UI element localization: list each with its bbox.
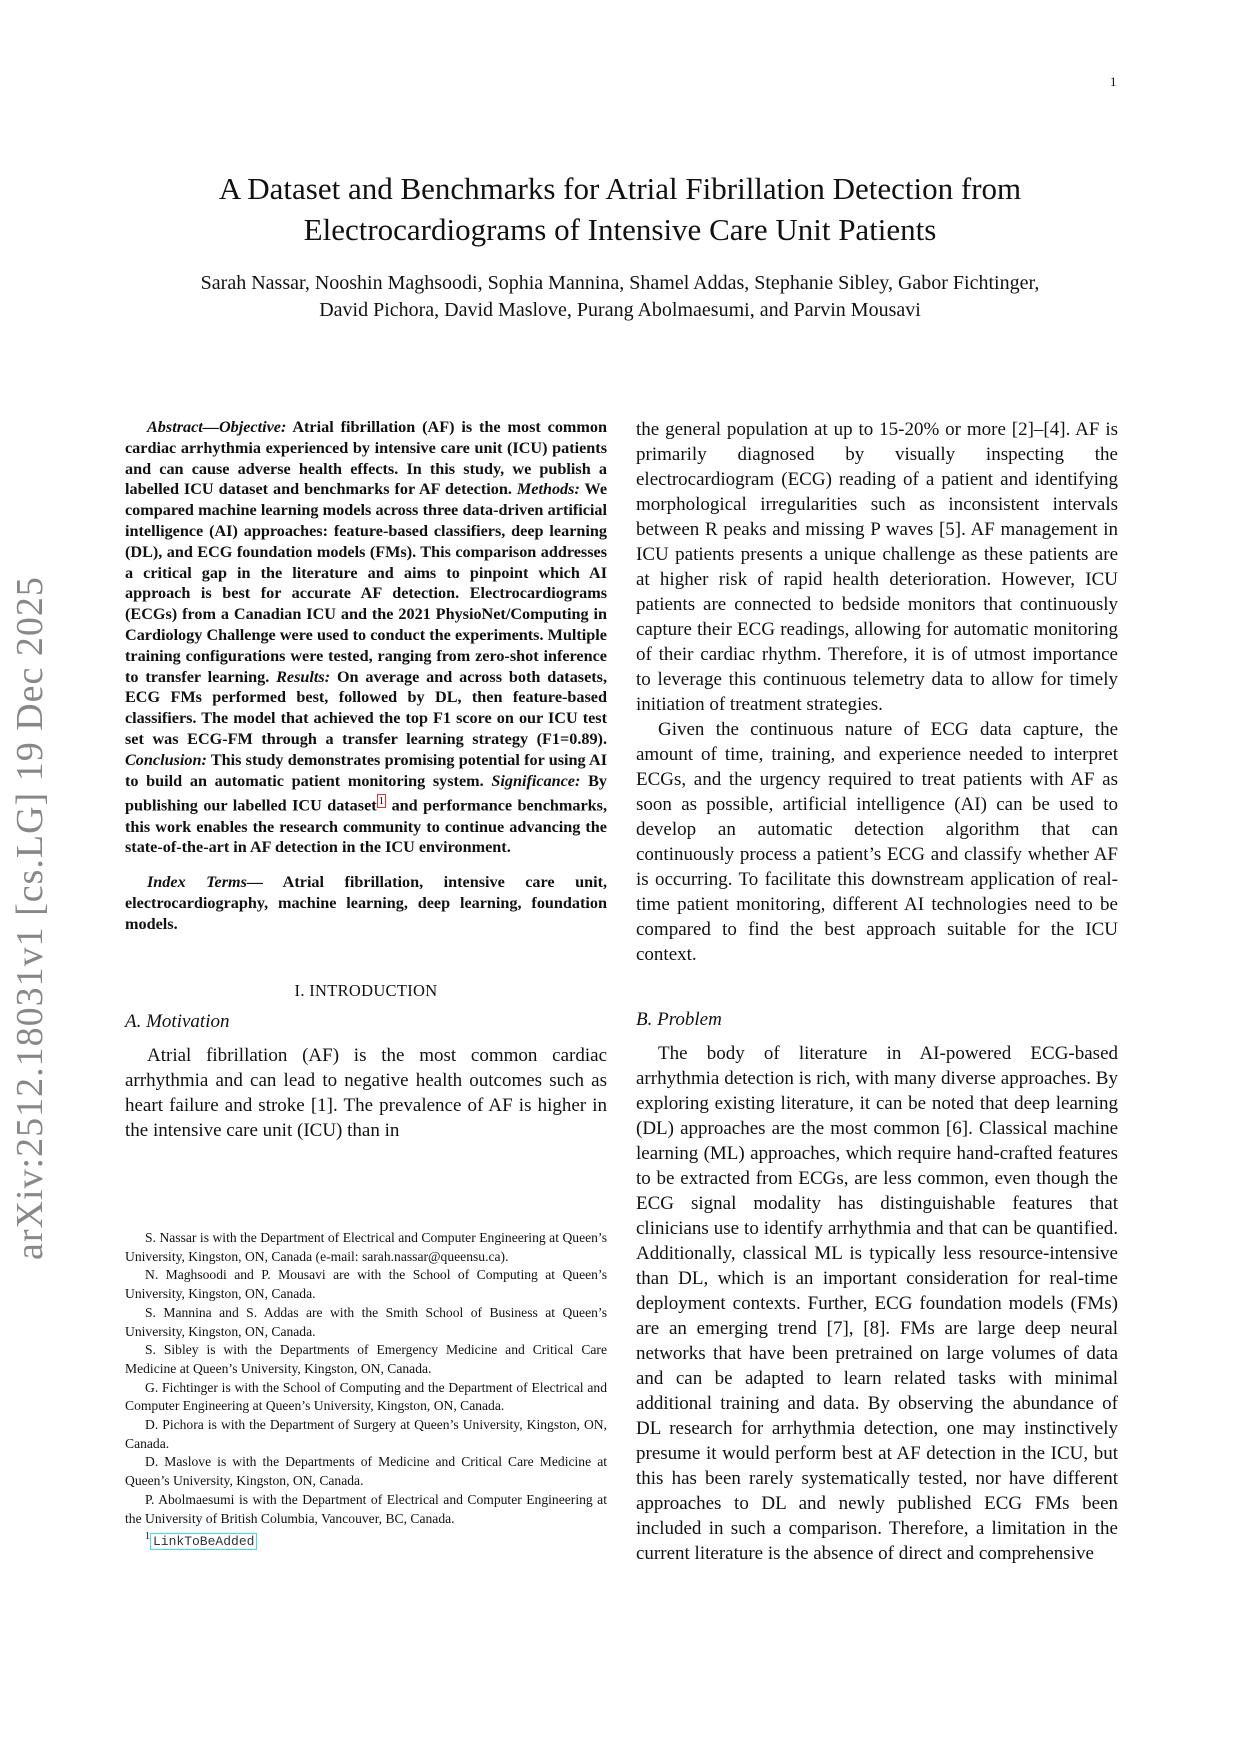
abstract-label: Abstract— <box>147 418 219 436</box>
footnote-affiliation: S. Nassar is with the Department of Electrical and Computer Engineering at Queen’s University, Kingston, ON, Canada (e-mail: sarah.nassar@queensu.ca). <box>125 1230 607 1264</box>
footnote-affiliation: S. Sibley is with the Departments of Emergency Medicine and Critical Care Medicine at Queen’s University, Kingston, ON, Canada. <box>125 1342 607 1376</box>
footnote-affiliation: N. Maghsoodi and P. Mousavi are with the School of Computing at Queen’s University, Kingston, ON, Canada. <box>125 1267 607 1302</box>
arxiv-stamp: arXiv:2512.18031v1 [cs.LG] 19 Dec 2025 <box>9 576 51 1260</box>
authors-line-1: Sarah Nassar, Nooshin Maghsoodi, Sophia Mannina, Shamel Addas, Stephanie Sibley, Gabor Fichtinger, <box>200 272 1040 294</box>
right-column <box>636 417 1118 1566</box>
results-text: On average and across both datasets, ECG FMs performed best, followed by DL, then feature-based classifiers. The model that achieved the top F1 score on our ICU test set was ECG-FM through a transfer learning strategy (F1=0.89). <box>125 667 608 748</box>
authors <box>120 270 1120 324</box>
page-number: 1 <box>1110 74 1117 89</box>
intro-paragraph-continued: the general population at up to 15-20% or more [2]–[4]. AF is primarily diagnosed by visually inspecting the electrocardiogram (ECG) reading of a patient and identifying morphological irregularities such as inconsistent intervals between R peaks and missing P waves [5]. AF management in ICU patients presents a unique challenge as these patients are at higher risk of rapid health deterioration. However, ICU patients are connected to bedside monitors that continuously capture their ECG readings, allowing for automatic monitoring of their cardiac rhythm. Therefore, it is of utmost importance to leverage this continuous telemetry data to allow for timely initiation of treatment strategies. <box>636 419 1118 715</box>
title-line-2: Electrocardiograms of Intensive Care Unit Patients <box>303 212 937 247</box>
objective-label: Objective: <box>218 418 287 436</box>
dataset-link[interactable]: LinkToBeAdded <box>150 1533 257 1550</box>
section-heading-introduction: I. INTRODUCTION <box>294 980 438 1000</box>
footnote-affiliation: D. Pichora is with the Department of Surgery at Queen’s University, Kingston, ON, Canada. <box>125 1417 607 1451</box>
problem-paragraph: The body of literature in AI-powered ECG-based arrhythmia detection is rich, with many diverse approaches. By exploring existing literature, it can be noted that deep learning (DL) approaches are the most common [6]. Classical machine learning (ML) approaches, which require hand-crafted features to be extracted from ECGs, are less common, even though the ECG signal modality has distinguishable features that clinicians use to identify arrhythmia and that can be quantified. Additionally, classical ML is typically less resource-intensive than DL, which is an important consideration for real-time deployment contexts. Further, ECG foundation models (FMs) are an emerging trend [7], [8]. FMs are large deep neural networks that have been pretrained on large volumes of data and can be adapted to learn related tasks with minimal additional training and data. By observing the abundance of DL research for arrhythmia detection, one may instinctively presume it would perform best at AF detection in the ICU, but this has been rarely systematically tested, nor have different approaches to DL and newly published ECG FMs been included in such a comparison. Therefore, a limitation in the current literature is the absence of direct and comprehensive <box>636 1043 1118 1564</box>
subsection-heading-problem: B. Problem <box>636 1009 722 1030</box>
authors-line-2: David Pichora, David Maslove, Purang Abolmaesumi, and Parvin Mousavi <box>319 299 921 321</box>
footnote-affiliation: G. Fichtinger is with the School of Computing and the Department of Electrical and Computer Engineering at Queen’s University, Kingston, ON, Canada. <box>125 1379 607 1414</box>
methods-label: Methods: <box>516 480 580 499</box>
subsection-heading-motivation: A. Motivation <box>125 1010 230 1032</box>
footnotes <box>125 1229 607 1551</box>
motivation-paragraph: Atrial fibrillation (AF) is the most common cardiac arrhythmia and can lead to negative health outcomes such as heart failure and stroke [1]. The prevalence of AF is higher in the intensive care unit (ICU) than in <box>125 1044 607 1141</box>
index-terms <box>125 872 607 934</box>
objective-text: Atrial fibrillation (AF) is the most common cardiac arrhythmia experienced by intensive care unit (ICU) patients and can cause adverse health effects. In this study, we publish a labelled ICU dataset and benchmarks for AF detection. <box>125 418 607 499</box>
footnote-mark-link[interactable]: 1 <box>378 795 385 808</box>
conclusion-label: Conclusion: <box>125 750 207 769</box>
conclusion-text: This study demonstrates promising potential for using AI to build an automatic patient monitoring system. <box>125 750 607 790</box>
paper-title <box>140 168 1100 250</box>
index-terms-text: Atrial fibrillation, intensive care unit, electrocardiography, machine learning, deep learning, foundation models. <box>125 873 608 933</box>
footnote-1-mark: 1 <box>145 1531 150 1543</box>
title-line-1: A Dataset and Benchmarks for Atrial Fibrillation Detection from <box>218 171 1022 206</box>
footnote-affiliation: P. Abolmaesumi is with the Department of Electrical and Computer Engineering at the University of British Columbia, Vancouver, BC, Canada. <box>125 1491 607 1526</box>
footnote-affiliation: D. Maslove is with the Departments of Medicine and Critical Care Medicine at Queen’s University, Kingston, ON, Canada. <box>125 1454 607 1489</box>
abstract <box>125 417 607 858</box>
methods-text: We compared machine learning models across three data-driven artificial intelligence (AI) approaches: feature-based classifiers, deep learning (DL), and ECG foundation models (FMs). This comparison addresses a critical gap in the literature and aims to pinpoint which AI approach is best for accurate AF detection. Electrocardiograms (ECGs) from a Canadian ICU and the 2021 PhysioNet/Computing in Cardiology Challenge were used to conduct the experiments. Multiple training configurations were tested, ranging from zero-shot inference to transfer learning. <box>125 480 608 686</box>
significance-label: Significance: <box>491 771 581 790</box>
intro-paragraph-2: Given the continuous nature of ECG data capture, the amount of time, training, and experience needed to interpret ECGs, and the urgency required to treat patients with AF as soon as possible, artificial intelligence (AI) can be used to develop an automatic detection algorithm that can continuously process a patient’s ECG and classify whether AF is occurring. To facilitate this downstream application of real-time patient monitoring, different AI technologies need to be compared to find the best approach suitable for the ICU context. <box>636 719 1118 965</box>
index-terms-label: Index Terms— <box>147 873 264 892</box>
results-label: Results: <box>276 667 331 686</box>
left-column <box>125 417 607 1143</box>
significance-text-b: and performance benchmarks, this work enables the research community to continue advancing the state-of-the-art in AF detection in the ICU environment. <box>125 796 607 857</box>
footnote-affiliation: S. Mannina and S. Addas are with the Smith School of Business at Queen’s University, Kingston, ON, Canada. <box>125 1304 607 1339</box>
significance-text-a: By publishing our labelled ICU dataset <box>125 771 607 815</box>
footnote-1 <box>125 1528 607 1551</box>
